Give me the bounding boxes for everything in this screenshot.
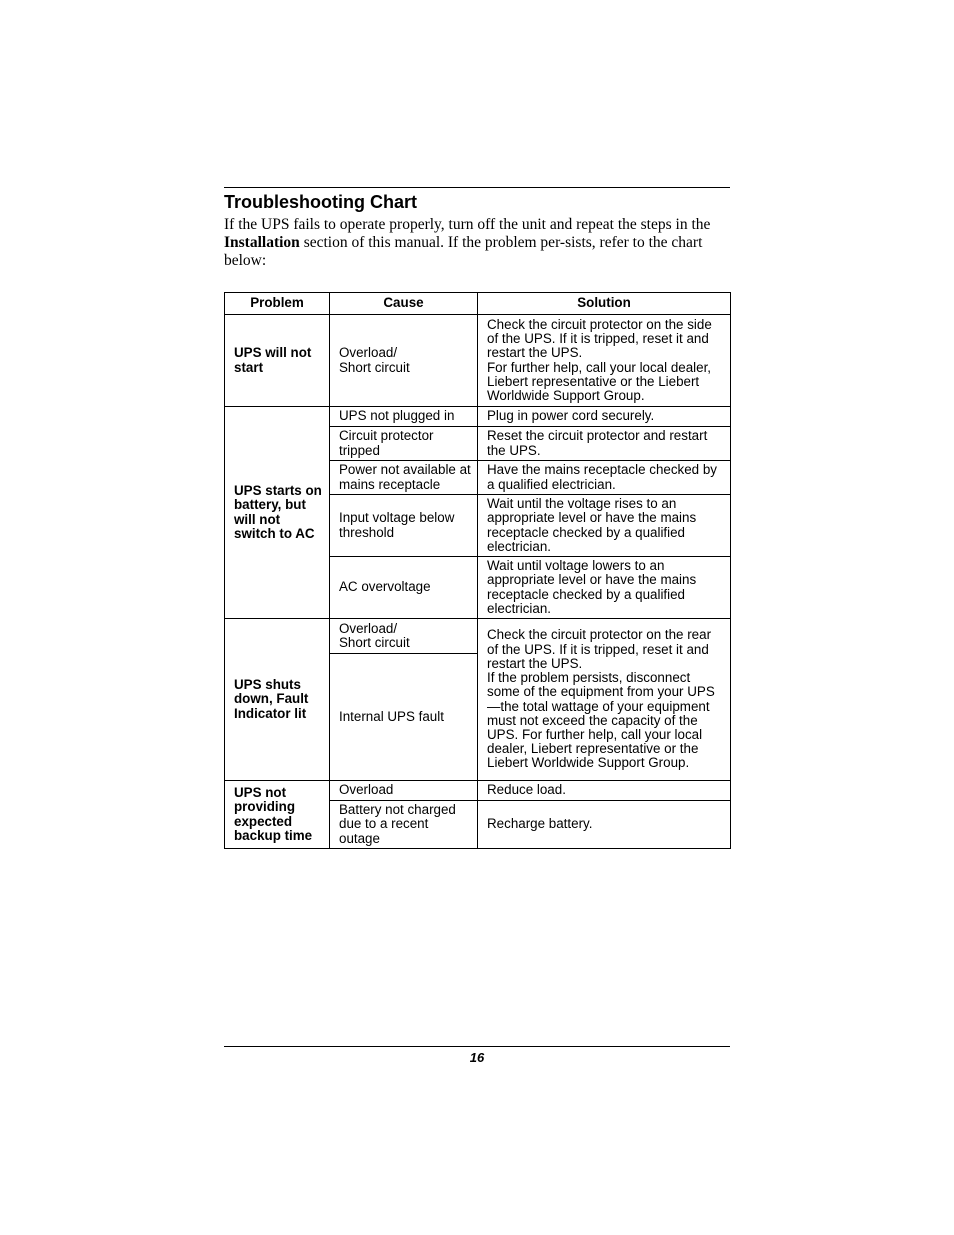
cause-cell: Overload <box>330 781 478 801</box>
solution-line: If the problem persists, disconnect some of the equipment from your UPS—the total wattage of your equipment must not exceed the capacity of the UPS. For further help, call your local dealer, Liebert representative or the Liebert Worldwide Support Group. <box>487 670 715 771</box>
intro-text-1: If the UPS fails to operate properly, turn off the unit and repeat the steps in the <box>224 216 711 233</box>
problem-cell: UPS starts on battery, but will not switch to AC <box>225 407 330 619</box>
page-number: 16 <box>469 1050 485 1065</box>
solution-cell <box>478 315 731 407</box>
table-row <box>225 619 731 654</box>
intro-paragraph <box>224 216 724 270</box>
solution-cell: Wait until the voltage rises to an appropriate level or have the mains receptacle checked by a qualified electrician. <box>478 495 731 557</box>
problem-cell: UPS shuts down, Fault Indicator lit <box>225 619 330 781</box>
table-header-row <box>225 293 731 315</box>
solution-line: For further help, call your local dealer, Liebert representative or the Liebert Worldwide Support Group. <box>487 359 712 403</box>
solution-cell: Plug in power cord securely. <box>478 407 731 427</box>
table-row <box>225 315 731 407</box>
cause-cell: UPS not plugged in <box>330 407 478 427</box>
cause-cell: Battery not charged due to a recent outage <box>330 801 478 849</box>
header-solution: Solution <box>478 293 731 315</box>
cause-cell: Circuit protector tripped <box>330 427 478 461</box>
header-problem: Problem <box>225 293 330 315</box>
cause-cell: Power not available at mains receptacle <box>330 461 478 495</box>
solution-cell: Recharge battery. <box>478 801 731 849</box>
cause-cell: AC overvoltage <box>330 557 478 619</box>
cause-line: Overload/ <box>339 345 398 361</box>
cause-line: Short circuit <box>339 359 410 375</box>
top-rule <box>224 187 730 188</box>
cause-cell <box>330 619 478 654</box>
cause-cell <box>330 315 478 407</box>
cause-line: Overload/ <box>339 620 398 636</box>
intro-text-2: section of this manual. If the problem per-sists, refer to the chart below: <box>224 234 703 269</box>
bottom-rule <box>224 1046 730 1047</box>
solution-cell: Wait until voltage lowers to an appropriate level or have the mains receptacle checked by a qualified electrician. <box>478 557 731 619</box>
problem-cell: UPS will not start <box>225 315 330 407</box>
header-cause: Cause <box>330 293 478 315</box>
solution-line: Check the circuit protector on the rear of the UPS. If it is tripped, reset it and restart the UPS. <box>487 627 712 671</box>
cause-line: Short circuit <box>339 635 410 650</box>
intro-bold-term: Installation <box>224 234 300 251</box>
troubleshooting-table <box>224 292 731 849</box>
table-row <box>225 407 731 427</box>
table-row <box>225 781 731 801</box>
solution-cell: Reset the circuit protector and restart the UPS. <box>478 427 731 461</box>
solution-line: Check the circuit protector on the side of the UPS. If it is tripped, reset it and restart the UPS. <box>487 316 712 361</box>
problem-cell: UPS not providing expected backup time <box>225 781 330 849</box>
solution-cell <box>478 619 731 781</box>
cause-cell: Internal UPS fault <box>330 654 478 781</box>
cause-cell: Input voltage below threshold <box>330 495 478 557</box>
section-title: Troubleshooting Chart <box>224 192 417 212</box>
solution-cell: Reduce load. <box>478 781 731 801</box>
solution-cell: Have the mains receptacle checked by a qualified electrician. <box>478 461 731 495</box>
